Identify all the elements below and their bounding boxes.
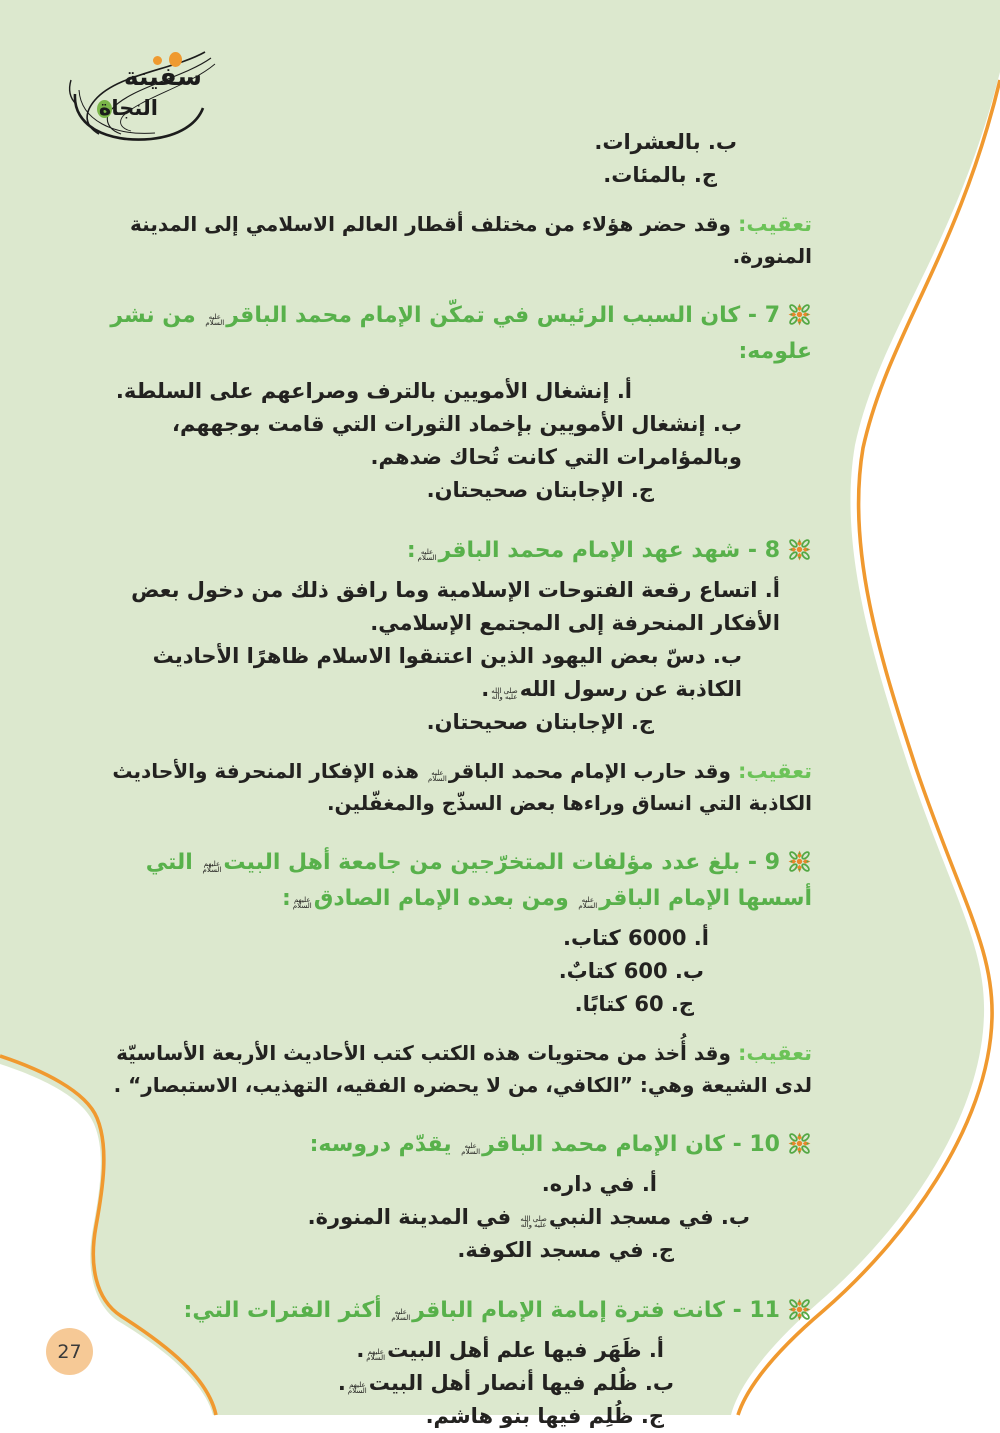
question-header <box>88 1293 812 1329</box>
honorific-seal-icon: صلى الله عليه وآله <box>491 686 518 701</box>
option-line: ج. ظُلِم فيها بنو هاشم. <box>425 1404 664 1428</box>
option-line: أ. 6000 كتاب. <box>562 926 709 950</box>
question-block <box>88 533 812 739</box>
comment-label: تعقيب: <box>737 1041 812 1065</box>
comment-paragraph <box>88 1037 812 1101</box>
option-line: ج. بالمئات. <box>603 163 717 187</box>
question-block <box>88 1293 812 1433</box>
comment-paragraph <box>88 208 812 272</box>
content-area <box>88 126 812 1433</box>
question-title: 9 - بلغ عدد مؤلفات المتخرّجين من جامعة أهل البيتعليهم السلام التي أسسها الإمام الباقرعليه السلام ومن بعده الإمام الصادقعليهم السلام: <box>145 850 812 911</box>
honorific-seal-icon: عليه السلام <box>417 547 437 562</box>
question-title: 10 - كان الإمام محمد الباقرعليه السلام يقدّم دروسه: <box>309 1132 780 1157</box>
logo-word-alnajat: النجاة <box>98 96 158 120</box>
flower-ornament-icon <box>787 302 812 327</box>
option-line: ب. دسّ بعض اليهود الذين اعتنقوا الاسلام ظاهرًا الأحاديث الكاذبة عن رسول اللهصلى الله عليه وآله. <box>152 644 742 701</box>
honorific-seal-icon: عليه السلام <box>578 895 598 910</box>
honorific-seal-icon: عليهم السلام <box>292 895 312 910</box>
comment-text: وقد حضر هؤلاء من مختلف أقطار العالم الاسلامي إلى المدينة المنورة. <box>130 212 812 268</box>
option-line: أ. في داره. <box>541 1172 657 1196</box>
page-number: 27 <box>57 1340 82 1363</box>
honorific-seal-icon: عليه السلام <box>428 768 447 783</box>
honorific-seal-icon: عليهم السلام <box>202 859 222 874</box>
question-header <box>88 298 812 370</box>
comment-label: تعقيب: <box>737 212 812 236</box>
option-line: ب. بالعشرات. <box>594 130 737 154</box>
flower-ornament-icon <box>787 849 812 874</box>
comment-paragraph <box>88 755 812 819</box>
option-line: ج. 60 كتابًا. <box>574 992 694 1016</box>
option-line: ب. في مسجد النبيصلى الله عليه وآله في المدينة المنورة. <box>307 1205 750 1229</box>
page-number-badge <box>46 1328 93 1375</box>
honorific-seal-icon: صلى الله عليه وآله <box>520 1214 547 1229</box>
flower-ornament-icon <box>787 1297 812 1322</box>
option-line: أ. إنشغال الأمويين بالترف وصراعهم على السلطة. <box>115 379 632 403</box>
comment-text: وقد أُخذ من محتويات هذه الكتب كتب الأحاديث الأربعة الأساسيّة لدى الشيعة وهي: ”الكافي، من لا يحضره الفقيه، التهذيب، الاستبصار“ . <box>113 1041 812 1097</box>
question-header <box>88 1127 812 1163</box>
honorific-seal-icon: عليه السلام <box>461 1141 481 1156</box>
options-group <box>88 126 812 192</box>
option-line: ب. 600 كتابٌ. <box>558 959 704 983</box>
flower-ornament-icon <box>787 1131 812 1156</box>
question-title: 7 - كان السبب الرئيس في تمكّن الإمام محمد الباقرعليه السلام من نشر علومه: <box>110 303 812 364</box>
honorific-seal-icon: عليه السلام <box>205 312 225 327</box>
comment-text: وقد حارب الإمام محمد الباقرعليه السلام هذه الإفكار المنحرفة والأحاديث الكاذبة التي انساق وراءها بعض السذّج والمغفّلين. <box>112 759 812 815</box>
option-line: ج. الإجابتان صحيحتان. <box>426 478 654 502</box>
question-block <box>88 298 812 507</box>
option-line: ب. ظُلم فيها أنصار أهل البيتعليهم السلام. <box>337 1371 674 1395</box>
option-line: ج. الإجابتان صحيحتان. <box>426 710 654 734</box>
question-header <box>88 533 812 569</box>
question-block <box>88 845 812 1021</box>
question-block <box>88 1127 812 1267</box>
honorific-seal-icon: عليهم السلام <box>366 1347 386 1362</box>
flower-ornament-icon <box>787 537 812 562</box>
honorific-seal-icon: عليه السلام <box>391 1307 411 1322</box>
question-title: 11 - كانت فترة إمامة الإمام الباقرعليه السلام أكثر الفترات التي: <box>183 1298 780 1323</box>
comment-label: تعقيب: <box>737 759 812 783</box>
option-line: أ. اتساع رقعة الفتوحات الإسلامية وما رافق ذلك من دخول بعض الأفكار المنحرفة إلى المجتمع الإسلامي. <box>131 578 780 635</box>
honorific-seal-icon: عليهم السلام <box>347 1380 367 1395</box>
option-line: ب. إنشغال الأمويين بإخماد الثورات التي قامت بوجههم، وبالمؤامرات التي كانت تُحاك ضدهم. <box>171 412 742 469</box>
option-line: أ. ظَهَر فيها علم أهل البيتعليهم السلام. <box>356 1338 664 1362</box>
question-header <box>88 845 812 917</box>
option-line: ج. في مسجد الكوفة. <box>457 1238 674 1262</box>
logo-word-safina: سفينة <box>123 62 202 91</box>
question-title: 8 - شهد عهد الإمام محمد الباقرعليه السلام: <box>406 538 780 563</box>
